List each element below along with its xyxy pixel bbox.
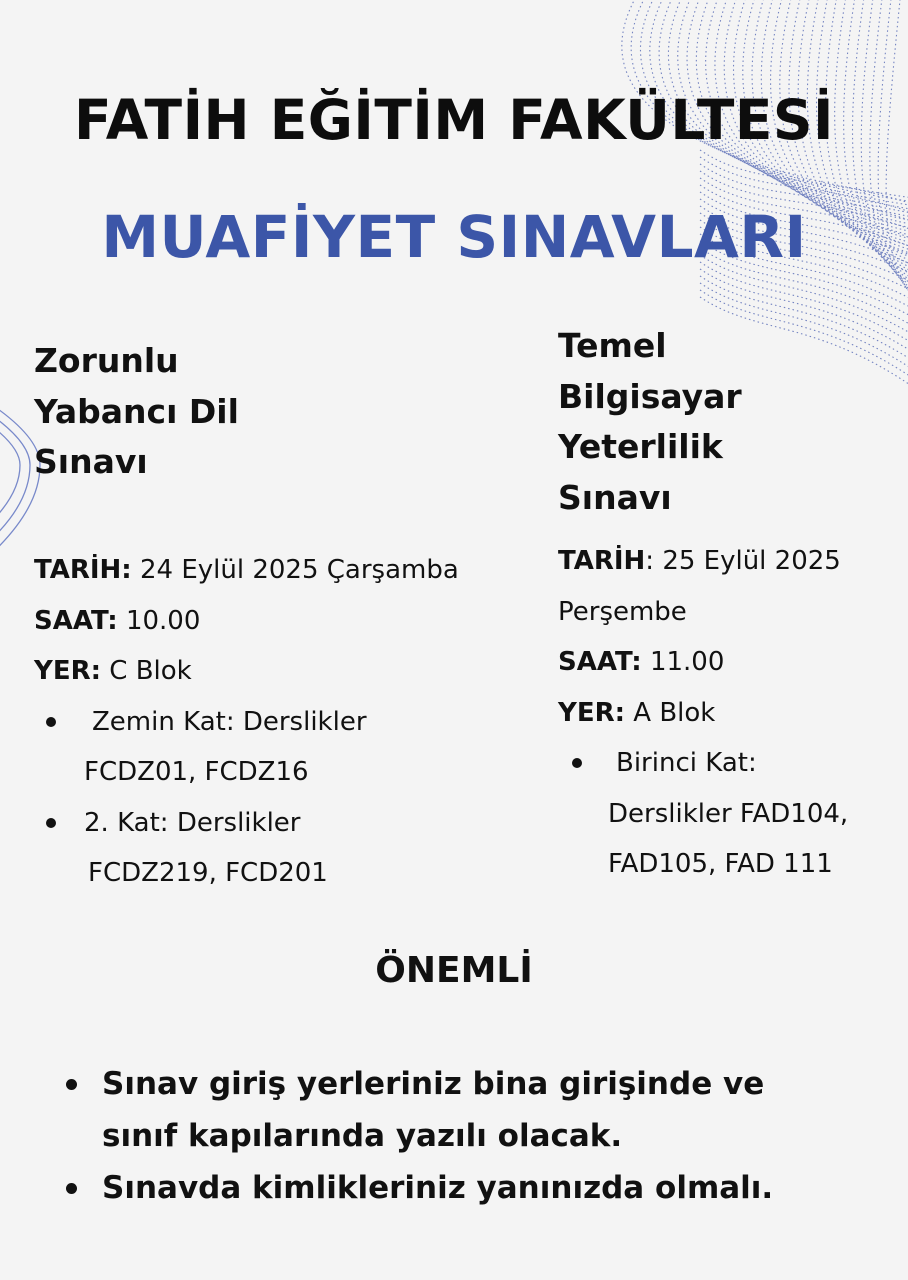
date-row-continued [558,587,898,638]
note-line: sınıf kapılarında yazılı olacak. [102,1118,623,1154]
page-subtitle: MUAFİYET SINAVLARI [101,203,807,271]
date-row [34,545,504,596]
time-row [34,596,504,647]
list-item [34,798,504,899]
computer-exam-details [558,536,898,890]
heading-line: Temel [558,326,667,365]
list-item [558,738,898,890]
room-list [558,738,898,890]
date-label: TARİH [558,546,646,576]
room-line: Zemin Kat: Derslikler [92,706,367,737]
note-line: Sınav giriş yerleriniz bina girişinde ve [102,1066,765,1102]
time-row [558,637,898,688]
bullet-icon [66,1183,77,1194]
heading-line: Bilgisayar [558,376,742,416]
place-label: YER: [558,697,626,728]
place-row [558,688,898,739]
room-list [34,697,504,899]
room-line: 2. Kat: Derslikler [84,807,301,838]
bullet-icon [46,818,56,828]
heading-line: Zorunlu [34,341,179,380]
important-notes [60,1058,890,1214]
room-line: FCDZ219, FCD201 [88,858,328,888]
date-value: 24 Eylül 2025 Çarşamba [139,555,459,585]
exam-heading-foreign-language [34,336,314,488]
bullet-icon [46,717,56,727]
date-value: : 25 Eylül 2025 [645,546,841,576]
heading-line: Sınavı [558,477,672,517]
exam-heading-computer [558,321,858,523]
room-line: FCDZ01, FCDZ16 [84,757,309,787]
list-item [60,1162,890,1214]
list-item [34,697,504,798]
place-value: A Blok [633,697,716,728]
bullet-icon [572,758,582,768]
page-title: FATİH EĞİTİM FAKÜLTESİ [74,88,834,152]
time-value: 10.00 [125,605,201,636]
heading-line: Sınavı [34,442,148,481]
date-label: TARİH: [34,555,132,585]
time-label: SAAT: [558,647,642,677]
place-value: C Blok [109,656,192,686]
time-label: SAAT: [34,605,118,636]
bullet-icon [66,1079,77,1090]
room-line: FAD105, FAD 111 [608,849,833,879]
list-item [60,1058,890,1162]
date-weekday: Perşembe [558,596,687,627]
time-value: 11.00 [649,647,725,677]
place-label: YER: [34,656,102,686]
room-line: Derslikler FAD104, [608,798,849,829]
place-row [34,646,504,697]
foreign-language-exam-details [34,545,504,899]
heading-line: Yabancı Dil [34,391,239,431]
note-line: Sınavda kimlikleriniz yanınızda olmalı. [102,1170,774,1206]
important-heading: ÖNEMLİ [375,950,533,991]
date-row [558,536,898,587]
room-line: Birinci Kat: [616,748,757,778]
heading-line: Yeterlilik [558,427,723,466]
